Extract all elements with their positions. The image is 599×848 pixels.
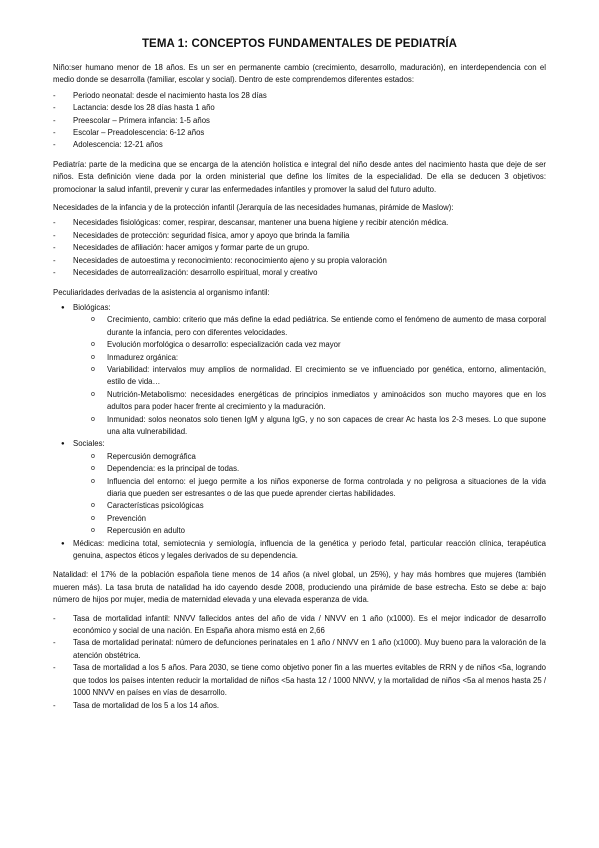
list-item: - Periodo neonatal: desde el nacimiento hasta los 28 días [53, 90, 267, 100]
list-item: - Lactancia: desde los 28 días hasta 1 año [53, 103, 215, 113]
list-item: - Preescolar – Primera infancia: 1-5 años [53, 115, 210, 125]
list-item: - Adolescencia: 12-21 años [53, 140, 163, 150]
needs-list [53, 217, 546, 279]
sublist-item: o Repercusión demográfica [73, 451, 546, 463]
circle-bullet-icon: o [91, 514, 95, 522]
sublist-item: o Dependencia: es la principal de todas. [73, 463, 546, 475]
list-item: - Tasa de mortalidad infantil: NNVV fallecidos antes del año de vida / NNVV en 1 año (x1000). Es el mejor indicador de desarrollo económico y social de una nación. En España ahora mismo está en 2,66 [53, 613, 546, 636]
list-item-biological: ● Biológicas: o Crecimiento, cambio: criterio que más define la edad pediátrica. Se entiende como el fenómeno de aumento de masa corporal durante la infancia, pero con diferentes velocidades. o Evolución morfológica o desarrollo: especialización cada vez mayor o Inmadurez orgánica: o Variabilidad: intervalos muy amplios de normalidad. El crecimiento se ve influenciado por genética, entorno, alimentación, estilo de vida… o Nutrición-Metabolismo: necesidades energéticas de principios inmediatos y aminoácidos son mucho mayores que en los adultos para poder hacer frente al crecimiento y la maduración. o Inmunidad: solos neonatos solo tienen IgM y alguna IgG, y no son capaces de crear Ac hasta los 2-3 meses. Lo que supone una alta vulnerabilidad. [59, 302, 546, 438]
list-item: - Necesidades fisiológicas: comer, respirar, descansar, mantener una buena higiene y recibir atención médica. [53, 218, 449, 228]
sublist-item: o Inmunidad: solos neonatos solo tienen IgM y alguna IgG, y no son capaces de crear Ac hasta los 2-3 meses. Lo que supone una alta vulnerabilidad. [91, 414, 546, 436]
list-item: - Necesidades de autoestima y reconocimiento: reconocimiento ajeno y su propia valoración [53, 255, 387, 265]
biological-sublist [73, 314, 546, 438]
sublist-item: o Inmadurez orgánica: [73, 352, 546, 364]
list-item: - Tasa de mortalidad de los 5 a los 14 años. [53, 700, 220, 710]
sublist-item: o Evolución morfológica o desarrollo: especialización cada vez mayor [73, 339, 546, 351]
bullet-icon: ● [61, 540, 65, 547]
list-item: - Necesidades de afiliación: hacer amigos y formar parte de un grupo. [53, 243, 310, 253]
circle-bullet-icon: o [91, 452, 95, 460]
circle-bullet-icon: o [91, 353, 95, 361]
bullet-icon: ● [61, 441, 65, 448]
list-item: - Necesidades de autorrealización: desarrollo espiritual, moral y creativo [53, 268, 318, 278]
rates-list [53, 613, 546, 712]
sublist-item: o Características psicológicas [73, 500, 546, 512]
needs-heading: Necesidades de la infancia y de la protección infantil (Jerarquía de las necesidades humanas, pirámide de Maslow): [53, 203, 454, 213]
natalidad-paragraph: Natalidad: el 17% de la población española tiene menos de 14 años (a nivel global, un 25%), y hay más hombres que mujeres (también mueren más). La tasa bruta de natalidad ha ido cayendo desde 2008, produciendo una pirámide de base estrecha. Esto se debe a: bajo número de hijos por mujer, media de maternidad elevada y una elevada esperanza de vida. [53, 570, 546, 605]
sublist-item: o Prevención [73, 513, 546, 525]
sublist-item: o Variabilidad: intervalos muy amplios de normalidad. El crecimiento se ve influenciado por genética, entorno, alimentación, estilo de vida… [91, 364, 546, 387]
peculiarities-list [53, 302, 546, 563]
social-sublist [73, 451, 546, 538]
sublist-item: o Crecimiento, cambio: criterio que más define la edad pediátrica. Se entiende como el fenómeno de aumento de masa corporal durante la infancia, pero con diferentes velocidades. [91, 315, 546, 337]
peculiarities-heading: Peculiaridades derivadas de la asistencia al organismo infantil: [53, 287, 270, 297]
bullet-icon: ● [61, 304, 65, 311]
list-item: - Escolar – Preadolescencia: 6-12 años [53, 128, 205, 138]
circle-bullet-icon: o [91, 390, 95, 398]
sublist-item: o Nutrición-Metabolismo: necesidades energéticas de principios inmediatos y aminoácidos son mucho mayores que en los adultos para poder hacer frente al crecimiento y la maduración. [91, 389, 546, 412]
list-item-social: ● Sociales: o Repercusión demográfica o Dependencia: es la principal de todas. o Influencia del entorno: el juego permite a los niños exponerse de forma controlada y no peligrosa a situaciones de la vida diaria que pueden ser estresantes o de las que puede aprender ciertas habilidades. o Características psicológicas o Prevención o Repercusión en adulto [59, 438, 546, 537]
intro-paragraph: Niño:ser humano menor de 18 años. Es un ser en permanente cambio (crecimiento, desarrollo, maduración), en interdependencia con el medio donde se desarrolla (familiar, escolar y social). Dentro de este comprendemos diferentes estados: [53, 63, 546, 85]
circle-bullet-icon: o [91, 477, 95, 485]
circle-bullet-icon: o [91, 365, 95, 373]
list-item: - Necesidades de protección: seguridad física, amor y apoyo que brinda la familia [53, 230, 350, 240]
list-item-medical: ● Médicas: medicina total, semiotecnia y semiología, influencia de la genética y periodo fetal, particular reacción clínica, terapéutica genuina, aspectos éticos y legales derivados de su dependencia. [61, 538, 546, 561]
circle-bullet-icon: o [91, 527, 95, 535]
list-item: - Tasa de mortalidad perinatal: número de defunciones perinatales en 1 año / NNVV en 1 año (x1000). Muy bueno para la valoración de la atención obstétrica. [53, 638, 546, 660]
circle-bullet-icon: o [91, 341, 95, 349]
sublist-item: o Influencia del entorno: el juego permite a los niños exponerse de forma controlada y no peligrosa a situaciones de la vida diaria que pueden ser estresantes o de las que puede aprender ciertas habilidades. [91, 476, 546, 498]
sublist-item: o Repercusión en adulto [73, 525, 546, 537]
pediatria-paragraph: Pediatría: parte de la medicina que se encarga de la atención holística e integral del niño desde antes del nacimiento hasta que deje de ser niños. Esta definición viene dada por la orden ministerial que define los límites de la especialidad. De ella se deducen 3 objetivos: promocionar la salud infantil, prevenir y curar las enfermedades infantiles y promover la salud del futuro adulto. [53, 159, 546, 194]
list-item: - Tasa de mortalidad a los 5 años. Para 2030, se tiene como objetivo poner fin a las muertes evitables de RRN y de niños <5a, logrando que todos los países intenten reducir la mortalidad de niños <5a hasta 12 / 1000 NNVV, y la mortalidad de niños <5a al menos hasta 25 / 1000 NNVV en países en vías de desarrollo. [53, 663, 546, 698]
circle-bullet-icon: o [91, 316, 95, 324]
page-title: TEMA 1: CONCEPTOS FUNDAMENTALES DE PEDIATRÍA [141, 38, 458, 50]
stages-list [53, 90, 546, 152]
circle-bullet-icon: o [91, 502, 95, 510]
circle-bullet-icon: o [91, 465, 95, 473]
circle-bullet-icon: o [91, 415, 95, 423]
